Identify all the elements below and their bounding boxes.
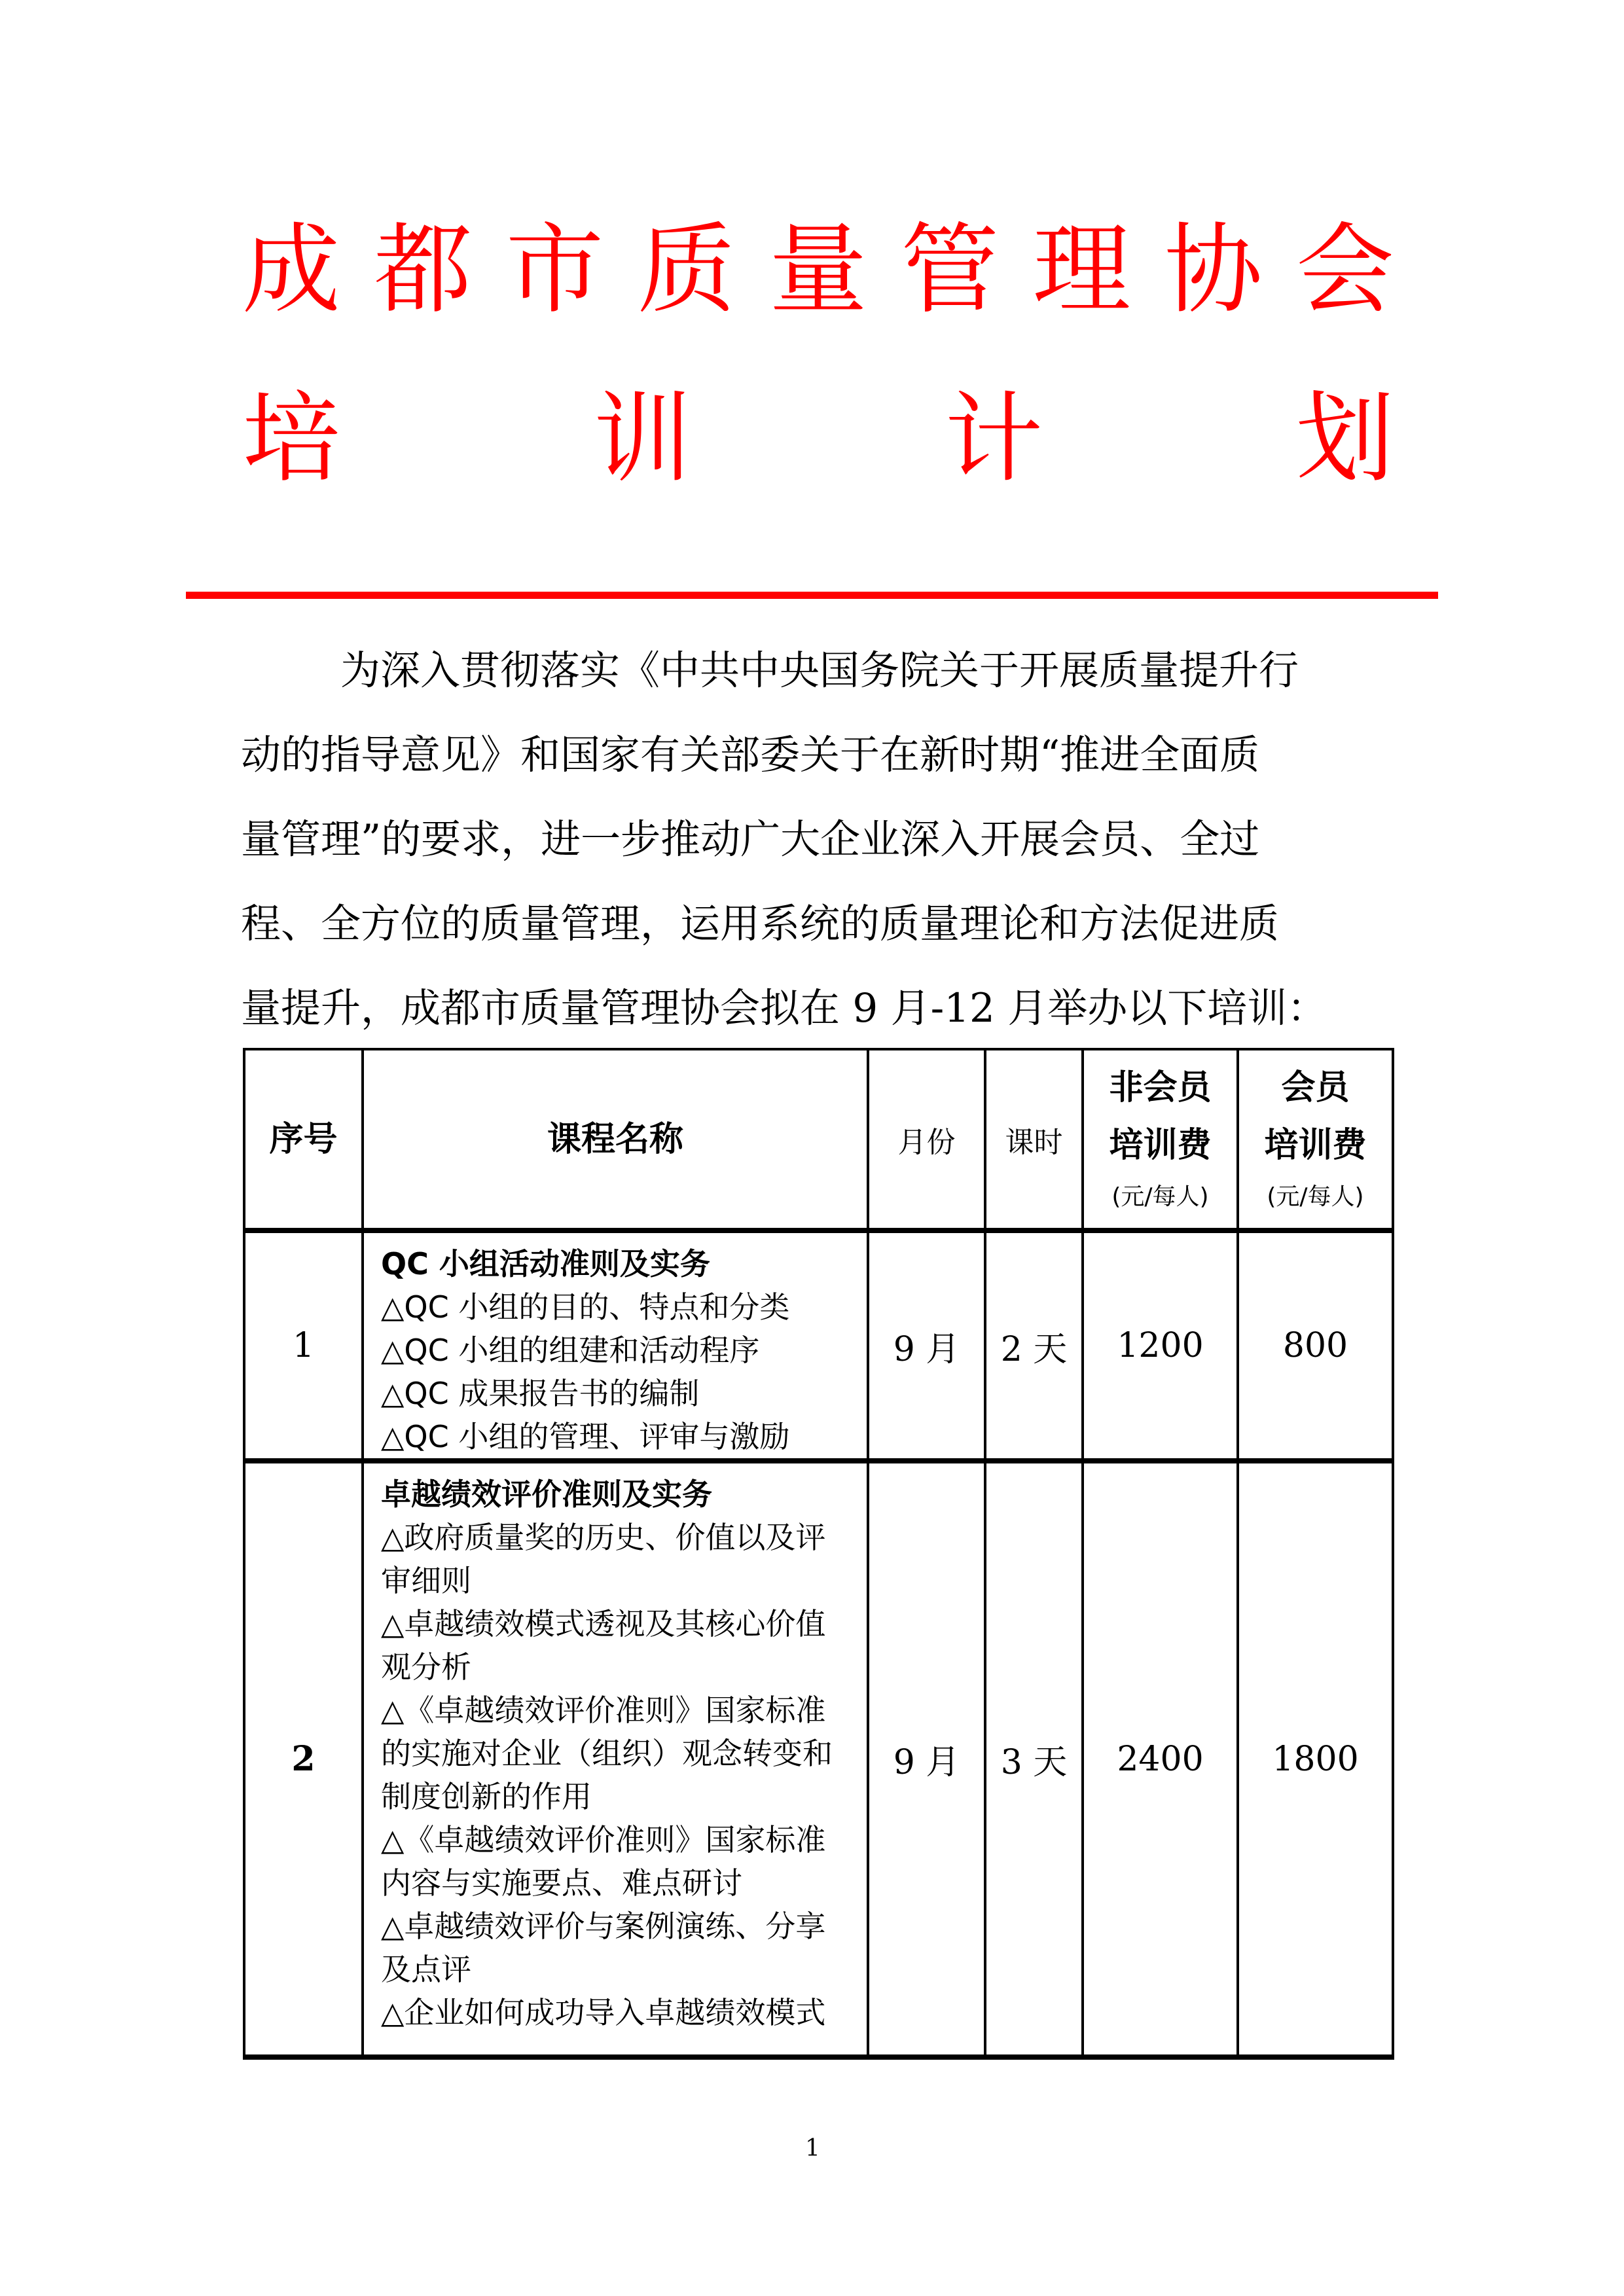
member-fee-cell: 800 bbox=[1238, 1230, 1393, 1461]
course-item: △政府质量奖的历史、价值以及评审细则 bbox=[381, 1520, 826, 1598]
month-cell: 9 月 bbox=[868, 1230, 985, 1461]
non-member-fee-cell: 2400 bbox=[1083, 1461, 1238, 2057]
title-char: 会 bbox=[1295, 213, 1394, 327]
non-member-fee-cell: 1200 bbox=[1083, 1230, 1238, 1461]
table-row bbox=[244, 1461, 1393, 2057]
intro-line: 量管理”的要求，进一步推动广大企业深入开展会员、全过 bbox=[241, 816, 1260, 863]
course-item: △《卓越绩效评价准则》国家标准内容与实施要点、难点研讨 bbox=[381, 1822, 826, 1901]
course-item: △《卓越绩效评价准则》国家标准的实施对企业（组织）观念转变和制度创新的作用 bbox=[381, 1693, 833, 1814]
title-char: 管 bbox=[901, 213, 1000, 327]
month-cell: 9 月 bbox=[868, 1461, 985, 2057]
title-char: 成 bbox=[242, 213, 341, 327]
intro-line: 动的指导意见》和国家有关部委关于在新时期“推进全面质 bbox=[241, 732, 1260, 778]
page-number: 1 bbox=[805, 2135, 820, 2162]
title-char: 市 bbox=[505, 213, 604, 327]
hours-cell: 2 天 bbox=[985, 1230, 1083, 1461]
hours-cell: 3 天 bbox=[985, 1461, 1083, 2057]
title-char: 培 bbox=[242, 382, 341, 496]
title-char: 质 bbox=[637, 213, 736, 327]
course-item: △QC 小组的目的、特点和分类 bbox=[381, 1289, 790, 1325]
intro-paragraph bbox=[241, 628, 1393, 1050]
course-item: △QC 成果报告书的编制 bbox=[381, 1376, 700, 1411]
title-char: 计 bbox=[945, 382, 1043, 496]
title-char: 协 bbox=[1164, 213, 1263, 327]
document-title-line1 bbox=[242, 213, 1394, 327]
header-hours: 课时 bbox=[985, 1049, 1083, 1230]
header-month: 月份 bbox=[868, 1049, 985, 1230]
course-item: △卓越绩效评价与案例演练、分享及点评 bbox=[381, 1909, 826, 1987]
title-char: 都 bbox=[374, 213, 473, 327]
member-fee-cell: 1800 bbox=[1238, 1461, 1393, 2057]
title-char: 训 bbox=[593, 382, 692, 496]
title-char: 理 bbox=[1032, 213, 1131, 327]
course-title: QC 小组活动准则及实务 bbox=[381, 1246, 710, 1282]
document-title-line2 bbox=[242, 382, 1394, 496]
course-item: △企业如何成功导入卓越绩效模式 bbox=[381, 1995, 826, 2030]
title-char: 量 bbox=[768, 213, 867, 327]
intro-line: 为深入贯彻落实《中共中央国务院关于开展质量提升行 bbox=[340, 647, 1299, 694]
header-course: 课程名称 bbox=[363, 1049, 868, 1230]
intro-line: 程、全方位的质量管理，运用系统的质量理论和方法促进质 bbox=[241, 901, 1280, 947]
course-title: 卓越绩效评价准则及实务 bbox=[381, 1477, 712, 1512]
red-divider-rule bbox=[186, 592, 1438, 599]
course-item: △QC 小组的管理、评审与激励 bbox=[381, 1419, 790, 1454]
row-index: 1 bbox=[244, 1230, 363, 1461]
table-row bbox=[244, 1230, 1393, 1461]
course-item: △QC 小组的组建和活动程序 bbox=[381, 1333, 760, 1368]
row-index: 2 bbox=[244, 1461, 363, 2057]
course-item: △卓越绩效模式透视及其核心价值观分析 bbox=[381, 1606, 826, 1685]
header-non-member-fee: 非会员 培训费 (元/每人) bbox=[1083, 1049, 1238, 1230]
title-char: 划 bbox=[1295, 382, 1394, 496]
intro-line: 量提升，成都市质量管理协会拟在 9 月-12 月举办以下培训： bbox=[241, 985, 1327, 1031]
header-member-fee: 会员 培训费 (元/每人) bbox=[1238, 1049, 1393, 1230]
course-cell bbox=[363, 1230, 868, 1461]
course-cell bbox=[363, 1461, 868, 2057]
header-index: 序号 bbox=[244, 1049, 363, 1230]
training-schedule-table bbox=[243, 1048, 1394, 2060]
table-header-row bbox=[244, 1049, 1393, 1230]
